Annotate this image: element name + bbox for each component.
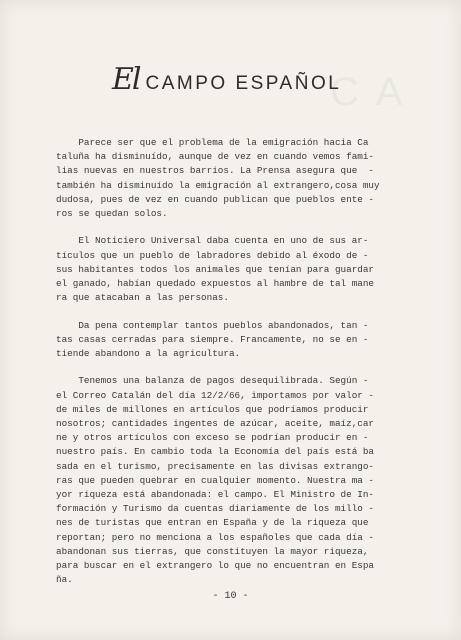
paragraph-3 [56,319,426,362]
text-line: Tenemos una balanza de pagos desequilibrada. Según - [56,375,369,387]
title-main-text: CAMPO ESPAÑOL [145,73,342,94]
article-body [56,136,426,601]
text-line: ra que atacaban a las personas. [56,292,229,304]
text-line: ne y otros artículos con exceso se podrían producir en - [56,432,369,444]
text-line: El Noticiero Universal daba cuenta en uno de sus ar- [56,235,369,247]
text-line: ña. [56,574,73,586]
text-line: nuestro país. En cambio toda la Economía del país está ba [56,446,375,458]
text-line: dudosa, pues de vez en cuando publican que pueblos ente - [56,193,375,205]
text-line: sada en el turismo, precisamente en las divisas extrango- [56,460,375,472]
text-line: nosotros; cantidades ingentes de azúcar, aceite, maíz,car [56,418,375,430]
text-line: lias nuevas en nuestros barrios. La Prensa asegura que - [56,165,375,177]
text-line: reportan; pero no menciona a los españoles que cada día - [56,531,375,543]
paragraph-4 [56,374,426,587]
text-line: tiende abandono a la agricultura. [56,348,241,360]
text-line: para buscar en el extrangero lo que no encuentran en Espa [56,560,375,572]
text-line: ras que pueden quebrar en cualquier momento. Nuestra ma - [56,474,375,486]
page-title [112,62,341,97]
text-line: abandonan sus tierras, que constituyen la mayor riqueza, [56,545,369,557]
bleed-through-shadow: C A [330,70,407,114]
text-line: también ha disminuído la emigración al extrangero,cosa muy [56,179,380,191]
text-line: ros se quedan solos. [56,208,168,220]
text-line: tas casas cerradas para siempre. Francamente, no se en - [56,333,369,345]
text-line: Da pena contemplar tantos pueblos abandonados, tan - [56,319,369,331]
text-line: yor riqueza está abandonada: el campo. El Ministro de In- [56,489,375,501]
title-script-word: El [112,62,140,97]
text-line: taluña ha disminuído, aunque de vez en cuando vemos fami- [56,151,375,163]
text-line: de miles de millones en artículos que podríamos producir [56,403,369,415]
text-line: el Correo Catalán del día 12/2/66, importamos por valor - [56,389,375,401]
text-line: nes de turistas que entran en España y de la riqueza que [56,517,369,529]
text-line: Parece ser que el problema de la emigración hacia Ca [56,137,369,148]
paragraph-1 [56,136,426,221]
text-line: el ganado, habían quedado expuestos al hambre de tal mane [56,278,375,290]
text-line: sus habitantes todos los animales que tenían para guardar [56,263,375,275]
paragraph-2 [56,234,426,305]
page-number: - 10 - [212,591,249,602]
text-line: tículos que un pueblo de labradores debido al éxodo de - [56,249,369,261]
text-line: formación y Turismo da cuentas diariamente de los millo - [56,503,375,515]
